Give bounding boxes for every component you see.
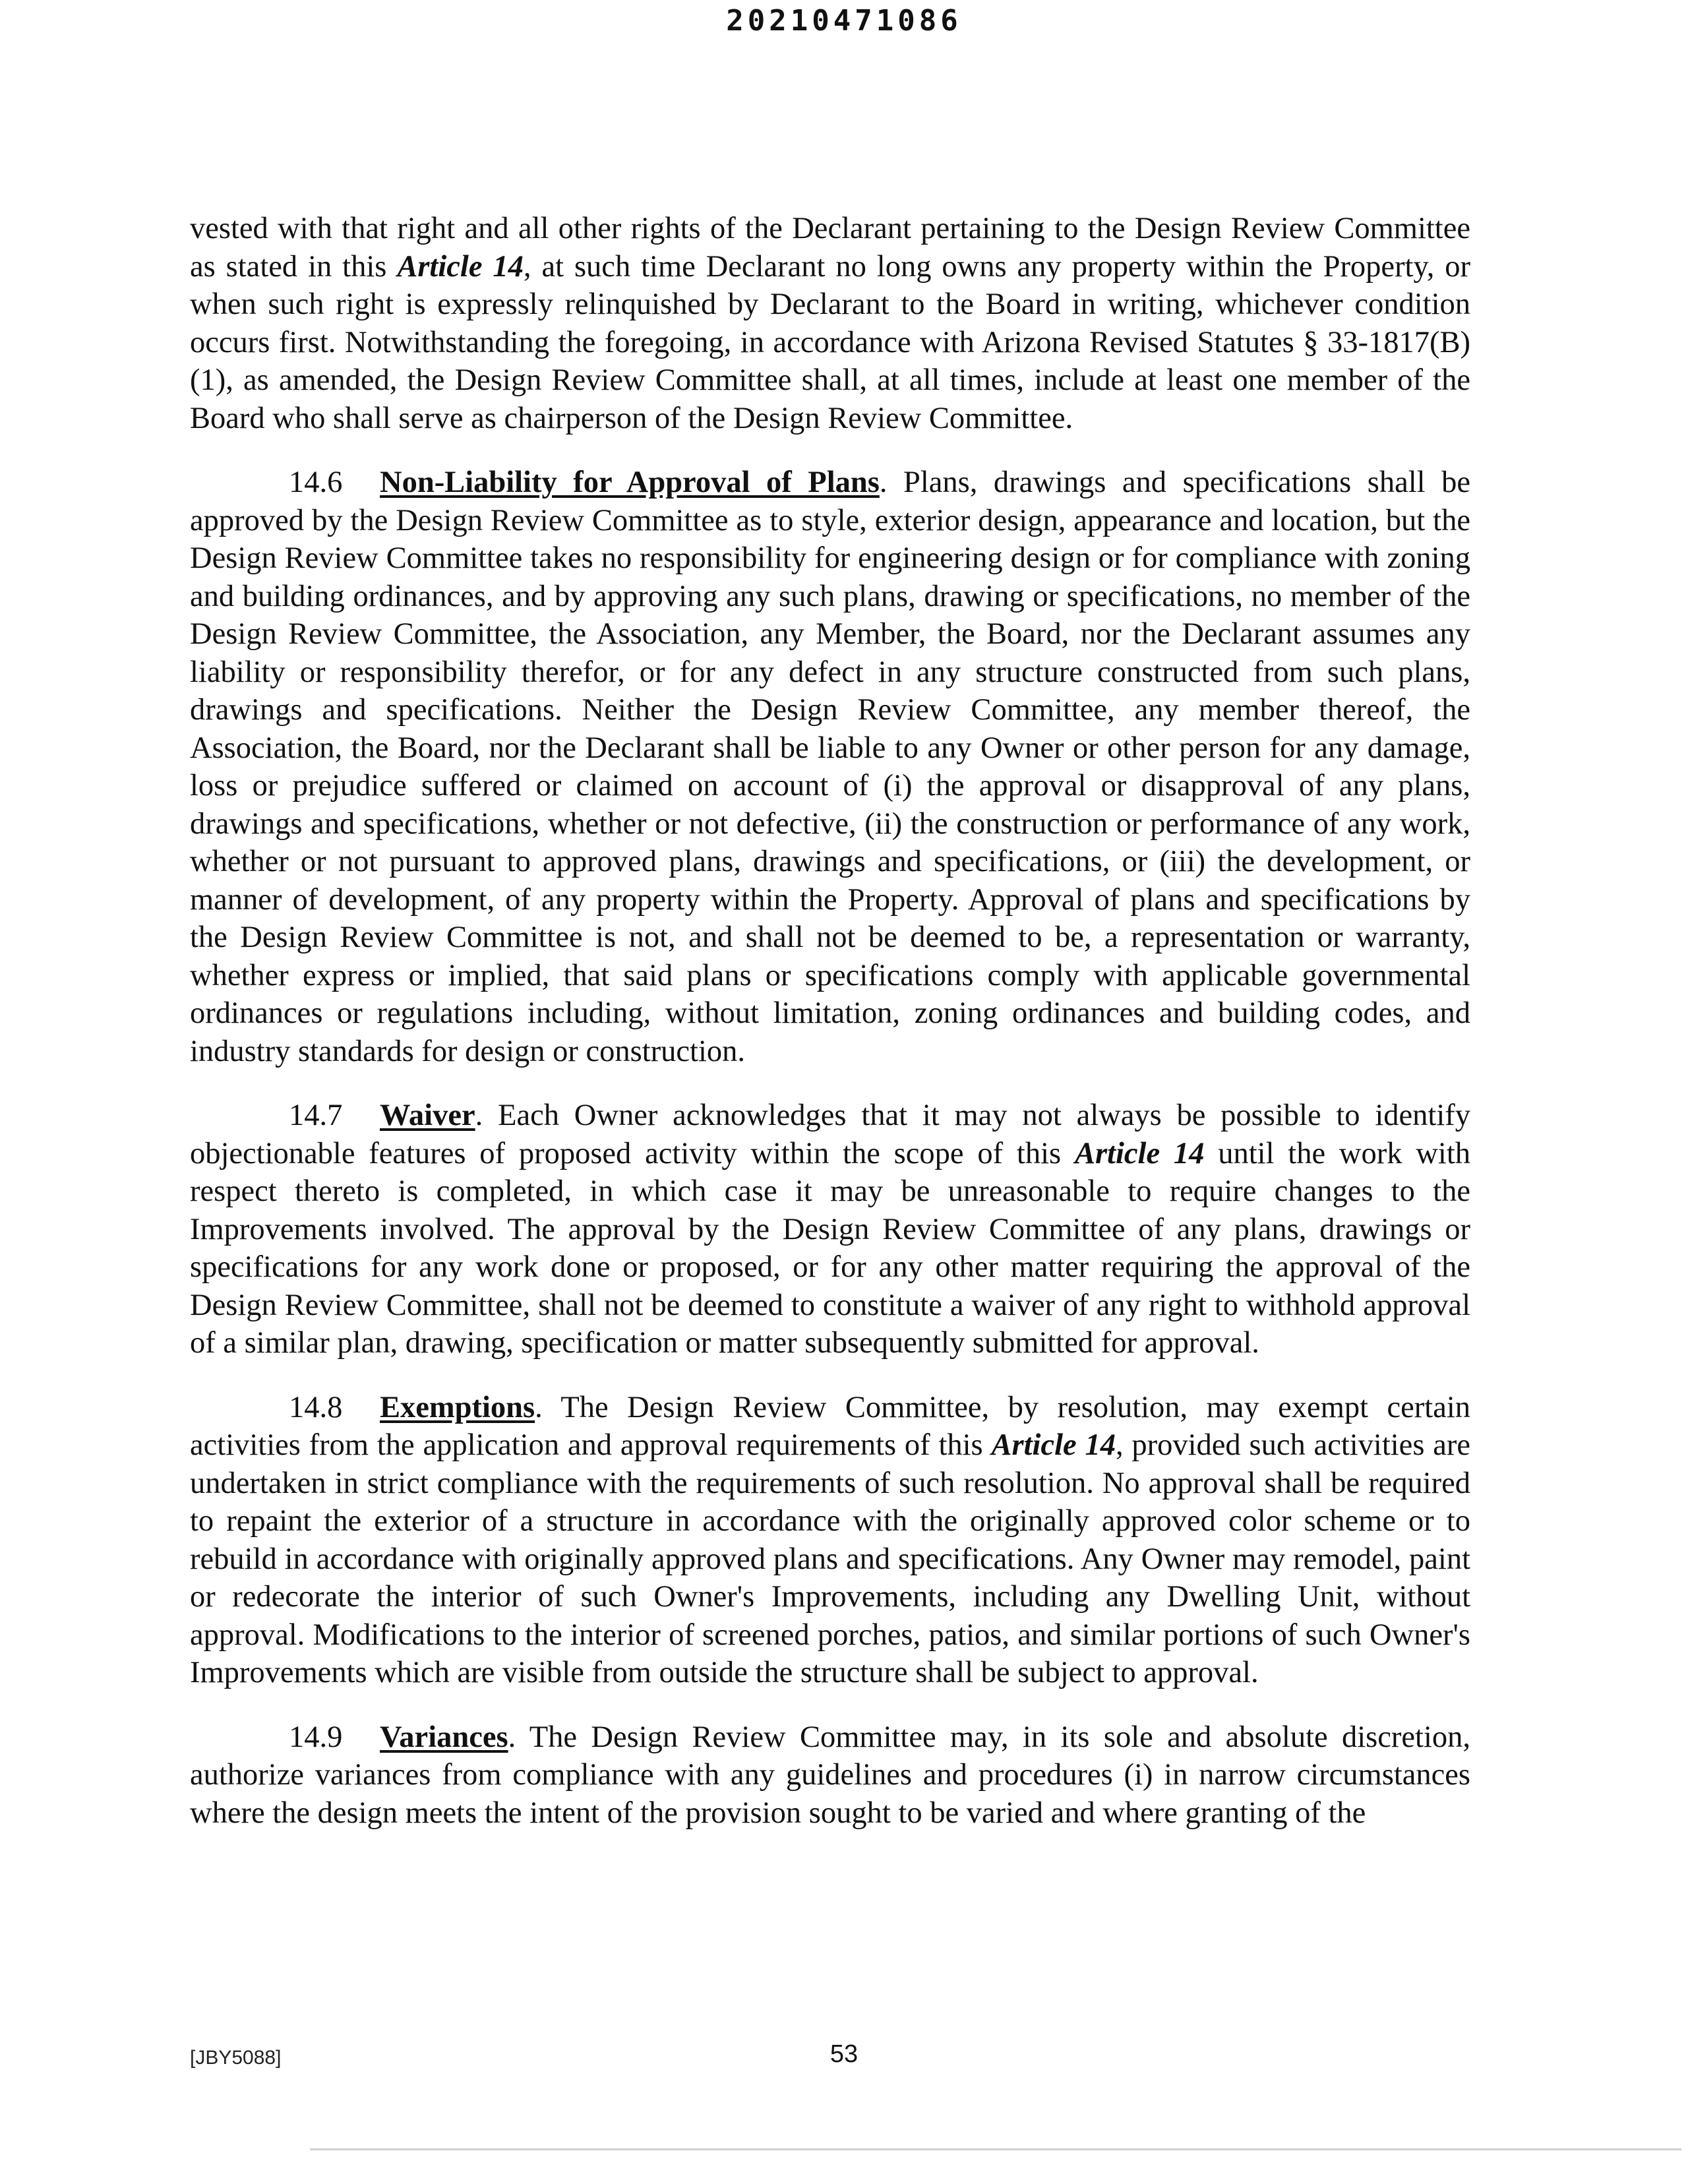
article-reference: Article 14 — [991, 1428, 1116, 1462]
paragraph-text: . Each Owner acknowledges that it may not always be possible to identify objectionable features of proposed activity within the scope of this — [190, 1099, 1470, 1170]
section-14-6 — [190, 464, 1470, 1070]
section-14-7 — [190, 1097, 1470, 1362]
paragraph-continuation — [190, 210, 1470, 437]
section-heading: Exemptions — [380, 1390, 535, 1424]
article-reference: Article 14 — [1074, 1136, 1205, 1170]
article-reference: Article 14 — [397, 249, 524, 284]
paragraph-text: . The Design Review Committee, by resolution, may exempt certain activities from the application and approval requirements of this — [190, 1390, 1470, 1462]
recording-number: 20210471086 — [726, 4, 962, 38]
paragraph-text: . Plans, drawings and specifications shall be approved by the Design Review Committee as to style, exterior design, appearance and location, but the Design Review Committee takes no responsibility for engineering design or for compliance with zoning and building ordinances, and by approving any such plans, drawing or specifications, no member of the Design Review Committee, the Association, any Member, the Board, nor the Declarant assumes any liability or responsibility therefor, or for any defect in any structure constructed from such plans, drawings and specifications. Neither the Design Review Committee, any member thereof, the Association, the Board, nor the Declarant shall be liable to any Owner or other person for any damage, loss or prejudice suffered or claimed on account of (i) the approval or disapproval of any plans, drawings and specifications, whether or not defective, (ii) the construction or performance of any work, whether or not pursuant to approved plans, drawings and specifications, or (iii) the development, or manner of development, of any property within the Property. Approval of plans and specifications by the Design Review Committee is not, and shall not be deemed to be, a representation or warranty, whether express or implied, that said plans or specifications comply with applicable governmental ordinances or regulations including, without limitation, zoning ordinances and building codes, and industry standards for design or construction. — [190, 466, 1471, 1068]
section-heading: Non-Liability for Approval of Plans — [380, 466, 880, 499]
section-number: 14.8 — [289, 1390, 343, 1424]
section-heading: Variances — [380, 1720, 508, 1754]
section-number: 14.7 — [289, 1099, 343, 1132]
section-heading: Waiver — [380, 1099, 475, 1132]
scan-edge-line — [310, 2148, 1681, 2150]
paragraph-text: , provided such activities are undertaken in strict compliance with the requirements of such resolution. No approval shall be required to repaint the exterior of a structure in accordance with the originally approved color scheme or to rebuild in accordance with originally approved plans and specifications. Any Owner may remodel, paint or redecorate the interior of such Owner's Improvements, including any Dwelling Unit, without approval. Modifications to the interior of screened porches, patios, and similar portions of such Owner's Improvements which are visible from outside the structure shall be subject to approval. — [190, 1428, 1470, 1689]
document-code: [JBY5088] — [190, 2047, 282, 2069]
section-number: 14.9 — [289, 1720, 343, 1754]
paragraph-text: until the work with respect thereto is completed, in which case it may be unreasonable to require changes to the Improvements involved. The approval by the Design Review Committee of any plans, drawings or specifications for any work done or proposed, or for any other matter requiring the approval of the Design Review Committee, shall not be deemed to constitute a waiver of any right to withhold approval of a similar plan, drawing, specification or matter subsequently submitted for approval. — [190, 1136, 1470, 1360]
section-14-8 — [190, 1389, 1470, 1692]
paragraph-text: , at such time Declarant no long owns any property within the Property, or when such right is expressly relinquished by Declarant to the Board in writing, whichever condition occurs first. Notwithstanding the foregoing, in accordance with Arizona Revised Statutes § 33-1817(B)(1), as amended, the Design Review Committee shall, at all times, include at least one member of the Board who shall serve as chairperson of the Design Review Committee. — [190, 249, 1470, 435]
page-number: 53 — [829, 2040, 859, 2068]
paragraph-text: vested with that right and all other rights of the Declarant pertaining to the Design Review Committee as stated in this — [190, 212, 1470, 284]
section-14-9 — [190, 1718, 1470, 1833]
document-body — [190, 210, 1470, 1858]
section-number: 14.6 — [289, 466, 343, 499]
paragraph-text: . The Design Review Committee may, in its sole and absolute discretion, authorize variances from compliance with any guidelines and procedures (i) in narrow circumstances where the design meets the intent of the provision sought to be varied and where granting of the — [190, 1720, 1470, 1830]
